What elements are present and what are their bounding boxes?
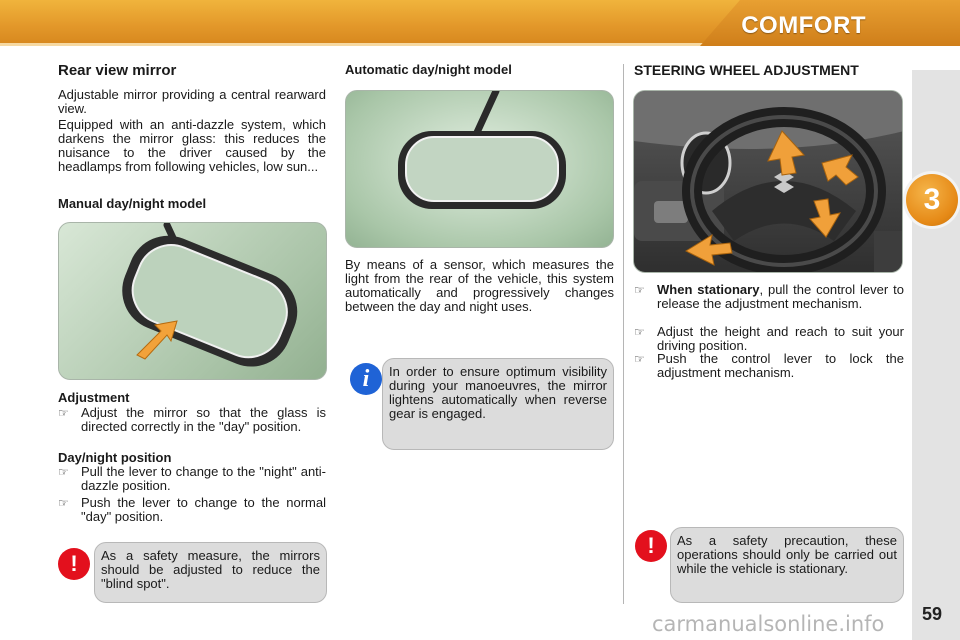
stationary-emphasis: When stationary — [657, 282, 760, 297]
reverse-gear-info-callout: In order to ensure optimum visibility during your manoeuvres, the mirror lightens automatically when reverse gear is engaged. — [382, 358, 614, 450]
adjustment-heading: Adjustment — [58, 390, 130, 405]
watermark: carmanualsonline.info — [652, 612, 885, 636]
warning-icon: ! — [635, 530, 667, 562]
manual-mirror-drawing — [59, 223, 327, 380]
steering-warning-callout: As a safety precaution, these operations should only be carried out while the vehicle is stationary. — [670, 527, 904, 603]
steering-bullet-3: ☞ Push the control lever to lock the adjustment mechanism. — [634, 352, 904, 380]
steering-bullet-1-text: , pull the control lever to release the adjustment mechanism. — [657, 282, 904, 311]
section-title: COMFORT — [741, 12, 866, 39]
warning-icon: ! — [58, 548, 90, 580]
day-night-bullet-1: ☞ Pull the lever to change to the "night" anti-dazzle position. — [58, 465, 326, 493]
steering-wheel-illustration — [633, 90, 903, 273]
lever-arrow-icon — [137, 321, 177, 359]
day-night-bullet-2: ☞ Push the lever to change to the normal "day" position. — [58, 496, 326, 524]
automatic-mirror-illustration — [345, 90, 614, 248]
adjustment-bullet: ☞ Adjust the mirror so that the glass is directed correctly in the "day" position. — [58, 406, 326, 434]
intro-paragraph-1: Adjustable mirror providing a central rearward view. — [58, 87, 326, 116]
manual-mirror-illustration — [58, 222, 327, 380]
rear-view-mirror-title: Rear view mirror — [58, 62, 177, 79]
steering-wheel-title: STEERING WHEEL ADJUSTMENT — [634, 62, 859, 78]
info-icon: i — [350, 363, 382, 395]
mirror-warning-callout: As a safety measure, the mirrors should be adjusted to reduce the "blind spot". — [94, 542, 327, 603]
intro-paragraph-2: Equipped with an anti-dazzle system, which darkens the mirror glass: this reduces the nuisance to the driver caused by the headlamps from following vehicles, low sun... — [58, 117, 326, 174]
page-number: 59 — [922, 604, 943, 624]
automatic-mirror-drawing — [346, 91, 614, 248]
automatic-description: By means of a sensor, which measures the light from the rear of the vehicle, this system automatically and progressively changes between the day and night uses. — [345, 257, 614, 314]
forward-arrow-icon — [822, 155, 858, 185]
automatic-model-heading: Automatic day/night model — [345, 62, 512, 77]
column-divider — [623, 64, 624, 604]
day-night-heading: Day/night position — [58, 450, 172, 465]
steering-bullet-1 — [634, 283, 904, 311]
steering-wheel-drawing — [634, 91, 903, 273]
steering-bullet-2: ☞ Adjust the height and reach to suit your driving position. — [634, 325, 904, 353]
manual-model-heading: Manual day/night model — [58, 196, 207, 211]
chapter-rail — [912, 70, 960, 640]
chapter-badge: 3 — [906, 174, 958, 226]
